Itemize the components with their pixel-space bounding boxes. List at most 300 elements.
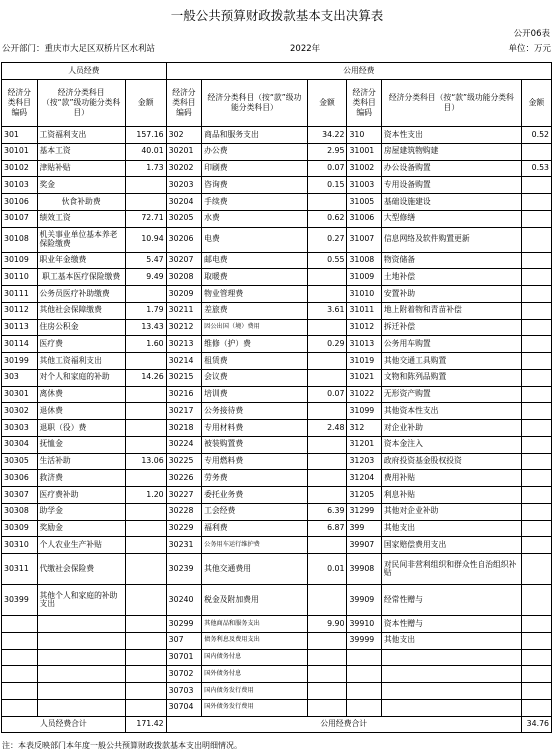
code-cell: 30226 <box>166 470 202 487</box>
name-cell: 物资储备 <box>381 252 521 269</box>
amount-cell <box>125 470 166 487</box>
table-row <box>2 453 552 470</box>
code-cell: 30107 <box>2 210 38 227</box>
amount-cell <box>521 632 551 649</box>
amount-cell <box>521 585 551 616</box>
table-row <box>2 386 552 403</box>
code-cell: 31012 <box>347 319 381 336</box>
name-cell: 公务员医疗补助缴费 <box>37 286 125 303</box>
amount-cell <box>125 537 166 554</box>
amount-cell: 9.49 <box>125 269 166 286</box>
code-cell: 30211 <box>166 302 202 319</box>
personnel-total-value: 171.42 <box>125 716 166 732</box>
amount-cell: 40.01 <box>125 143 166 160</box>
code-cell: 301 <box>2 127 38 144</box>
table-row <box>2 699 552 716</box>
code-cell <box>2 616 38 633</box>
code-cell: 30218 <box>166 420 202 437</box>
code-cell: 30213 <box>166 336 202 353</box>
name-cell: 其他工资福利支出 <box>37 353 125 370</box>
name-cell: 信息网络及软件购置更新 <box>381 227 521 252</box>
name-cell: 经常性赠与 <box>381 585 521 616</box>
amount-cell: 1.20 <box>125 487 166 504</box>
code-cell: 30106 <box>2 194 38 211</box>
code-cell: 31022 <box>347 386 381 403</box>
amount-cell <box>307 666 347 683</box>
personnel-total-label: 人员经费合计 <box>2 716 126 732</box>
code-cell <box>2 683 38 700</box>
footnote: 注：本表反映部门本年度一般公共预算财政拨款基本支出明细情况。 <box>2 741 242 750</box>
name-cell <box>37 666 125 683</box>
code-cell: 399 <box>347 520 381 537</box>
table-row <box>2 143 552 160</box>
code-cell: 30307 <box>2 487 38 504</box>
code-cell: 31013 <box>347 336 381 353</box>
amount-cell <box>521 286 551 303</box>
amount-cell <box>307 369 347 386</box>
amount-cell <box>307 470 347 487</box>
header-code: 经济分类科目编码 <box>2 80 38 127</box>
code-cell: 302 <box>166 127 202 144</box>
amount-cell: 14.26 <box>125 369 166 386</box>
amount-cell <box>307 286 347 303</box>
code-cell <box>2 649 38 666</box>
amount-cell <box>521 420 551 437</box>
unit-label: 单位：万元 <box>508 44 551 54</box>
name-cell: 资本金注入 <box>381 436 521 453</box>
name-cell: 差旅费 <box>202 302 307 319</box>
name-cell: 救济费 <box>37 470 125 487</box>
amount-cell: 1.79 <box>125 302 166 319</box>
code-cell: 31201 <box>347 436 381 453</box>
code-cell: 31007 <box>347 227 381 252</box>
amount-cell <box>125 666 166 683</box>
amount-cell <box>125 520 166 537</box>
name-cell: 退职（役）费 <box>37 420 125 437</box>
table-row <box>2 177 552 194</box>
amount-cell <box>125 194 166 211</box>
code-cell: 30214 <box>166 353 202 370</box>
code-cell <box>2 699 38 716</box>
amount-cell <box>125 585 166 616</box>
code-cell: 30109 <box>2 252 38 269</box>
code-cell: 31011 <box>347 302 381 319</box>
code-cell: 30399 <box>2 585 38 616</box>
amount-cell <box>125 353 166 370</box>
name-cell: 工资福利支出 <box>37 127 125 144</box>
code-cell: 30216 <box>166 386 202 403</box>
name-cell: 国外债务付息 <box>202 666 307 683</box>
table-row <box>2 302 552 319</box>
name-cell: 商品和服务支出 <box>202 127 307 144</box>
name-cell: 土地补偿 <box>381 269 521 286</box>
amount-cell <box>521 503 551 520</box>
amount-cell <box>307 632 347 649</box>
name-cell <box>381 649 521 666</box>
table-row <box>2 420 552 437</box>
name-cell <box>381 699 521 716</box>
name-cell <box>381 666 521 683</box>
amount-cell <box>521 269 551 286</box>
year-label: 2022年 <box>290 44 321 54</box>
code-cell: 30305 <box>2 453 38 470</box>
name-cell: 公务用车购置 <box>381 336 521 353</box>
amount-cell: 13.06 <box>125 453 166 470</box>
table-row <box>2 487 552 504</box>
code-cell: 312 <box>347 420 381 437</box>
name-cell: 培训费 <box>202 386 307 403</box>
name-cell: 专用材料费 <box>202 420 307 437</box>
name-cell: 伙食补助费 <box>37 194 125 211</box>
name-cell <box>37 616 125 633</box>
code-cell: 31005 <box>347 194 381 211</box>
name-cell: 其他个人和家庭的补助支出 <box>37 585 125 616</box>
table-row <box>2 520 552 537</box>
code-cell: 31019 <box>347 353 381 370</box>
amount-cell <box>307 353 347 370</box>
code-cell: 30308 <box>2 503 38 520</box>
name-cell: 其他交通费用 <box>202 554 307 585</box>
table-row <box>2 436 552 453</box>
amount-cell <box>521 453 551 470</box>
name-cell: 其他商品和服务支出 <box>202 616 307 633</box>
amount-cell: 6.39 <box>307 503 347 520</box>
amount-cell <box>125 699 166 716</box>
code-cell: 30239 <box>166 554 202 585</box>
name-cell: 职工基本医疗保险缴费 <box>37 269 125 286</box>
code-cell: 30199 <box>2 353 38 370</box>
table-row <box>2 470 552 487</box>
amount-cell <box>521 319 551 336</box>
amount-cell <box>521 470 551 487</box>
code-cell: 30212 <box>166 319 202 336</box>
name-cell: 津贴补贴 <box>37 160 125 177</box>
code-cell: 31008 <box>347 252 381 269</box>
code-cell: 30112 <box>2 302 38 319</box>
amount-cell: 3.61 <box>307 302 347 319</box>
name-cell: 办公设备购置 <box>381 160 521 177</box>
code-cell: 39908 <box>347 554 381 585</box>
amount-cell: 10.94 <box>125 227 166 252</box>
code-cell: 30228 <box>166 503 202 520</box>
table-row <box>2 336 552 353</box>
name-cell: 手续费 <box>202 194 307 211</box>
public-total-value: 34.76 <box>521 716 551 732</box>
amount-cell <box>521 649 551 666</box>
name-cell: 费用补贴 <box>381 470 521 487</box>
table-row <box>2 353 552 370</box>
code-cell: 30701 <box>166 649 202 666</box>
amount-cell: 157.16 <box>125 127 166 144</box>
name-cell: 医疗费补助 <box>37 487 125 504</box>
code-cell: 39999 <box>347 632 381 649</box>
name-cell: 其他对企业补助 <box>381 503 521 520</box>
amount-cell: 0.01 <box>307 554 347 585</box>
name-cell: 公务接待费 <box>202 403 307 420</box>
code-cell: 31006 <box>347 210 381 227</box>
amount-cell <box>521 353 551 370</box>
name-cell: 资本性赠与 <box>381 616 521 633</box>
name-cell: 邮电费 <box>202 252 307 269</box>
code-cell: 30303 <box>2 420 38 437</box>
amount-cell <box>521 487 551 504</box>
code-cell: 30204 <box>166 194 202 211</box>
table-row <box>2 160 552 177</box>
name-cell: 其他支出 <box>381 632 521 649</box>
name-cell: 职业年金缴费 <box>37 252 125 269</box>
name-cell: 个人农业生产补贴 <box>37 537 125 554</box>
amount-cell: 34.22 <box>307 127 347 144</box>
report-title: 一般公共预算财政拨款基本支出决算表 <box>170 8 384 23</box>
name-cell: 电费 <box>202 227 307 252</box>
code-cell <box>347 699 381 716</box>
amount-cell <box>125 683 166 700</box>
code-cell <box>347 683 381 700</box>
code-cell: 30201 <box>166 143 202 160</box>
amount-cell: 1.73 <box>125 160 166 177</box>
table-row <box>2 403 552 420</box>
name-cell: 咨询费 <box>202 177 307 194</box>
code-cell: 30309 <box>2 520 38 537</box>
name-cell <box>37 683 125 700</box>
amount-cell <box>125 177 166 194</box>
name-cell: 债务利息及费用支出 <box>202 632 307 649</box>
name-cell: 国家赔偿费用支出 <box>381 537 521 554</box>
code-cell: 30114 <box>2 336 38 353</box>
name-cell: 物业管理费 <box>202 286 307 303</box>
name-cell: 抚恤金 <box>37 436 125 453</box>
name-cell: 大型修缮 <box>381 210 521 227</box>
table-row <box>2 227 552 252</box>
name-cell: 被装购置费 <box>202 436 307 453</box>
name-cell: 文物和陈列品购置 <box>381 369 521 386</box>
amount-cell <box>521 227 551 252</box>
amount-cell <box>307 453 347 470</box>
amount-cell <box>521 386 551 403</box>
code-cell: 31021 <box>347 369 381 386</box>
table-row <box>2 269 552 286</box>
amount-cell <box>307 319 347 336</box>
table-row <box>2 286 552 303</box>
header-name: 经济分类科目（按“款”级功能分类科目） <box>37 80 125 127</box>
header-amount: 金额 <box>125 80 166 127</box>
amount-cell: 5.47 <box>125 252 166 269</box>
code-cell: 31003 <box>347 177 381 194</box>
section-public: 公用经费 <box>166 63 551 80</box>
section-personnel: 人员经费 <box>2 63 167 80</box>
amount-cell <box>521 537 551 554</box>
name-cell: 其他支出 <box>381 520 521 537</box>
amount-cell: 1.60 <box>125 336 166 353</box>
code-cell: 31010 <box>347 286 381 303</box>
table-row <box>2 194 552 211</box>
amount-cell <box>521 554 551 585</box>
name-cell <box>37 649 125 666</box>
amount-cell <box>521 194 551 211</box>
code-cell: 30102 <box>2 160 38 177</box>
code-cell: 30110 <box>2 269 38 286</box>
table-row <box>2 666 552 683</box>
table-row <box>2 585 552 616</box>
amount-cell: 0.07 <box>307 386 347 403</box>
name-cell: 会议费 <box>202 369 307 386</box>
totals-row <box>2 716 552 732</box>
amount-cell <box>521 210 551 227</box>
name-cell: 奖金 <box>37 177 125 194</box>
code-cell: 31299 <box>347 503 381 520</box>
code-cell: 30103 <box>2 177 38 194</box>
amount-cell <box>521 302 551 319</box>
amount-cell: 72.71 <box>125 210 166 227</box>
table-row <box>2 537 552 554</box>
amount-cell <box>307 194 347 211</box>
amount-cell <box>521 143 551 160</box>
name-cell: 维修（护）费 <box>202 336 307 353</box>
code-cell: 30227 <box>166 487 202 504</box>
name-cell: 助学金 <box>37 503 125 520</box>
amount-cell <box>307 537 347 554</box>
code-cell: 307 <box>166 632 202 649</box>
amount-cell <box>521 336 551 353</box>
amount-cell <box>521 699 551 716</box>
form-number: 公开06表 <box>513 29 550 39</box>
amount-cell <box>521 436 551 453</box>
table-row <box>2 252 552 269</box>
amount-cell <box>521 252 551 269</box>
name-cell: 对民间非营利组织和群众性自治组织补贴 <box>381 554 521 585</box>
amount-cell: 2.48 <box>307 420 347 437</box>
code-cell: 30203 <box>166 177 202 194</box>
code-cell: 30206 <box>166 227 202 252</box>
code-cell: 30311 <box>2 554 38 585</box>
code-cell: 30299 <box>166 616 202 633</box>
code-cell: 30229 <box>166 520 202 537</box>
code-cell <box>347 666 381 683</box>
name-cell: 资本性支出 <box>381 127 521 144</box>
amount-cell <box>125 616 166 633</box>
name-cell: 专用燃料费 <box>202 453 307 470</box>
amount-cell <box>521 683 551 700</box>
name-cell: 税金及附加费用 <box>202 585 307 616</box>
expenditure-table <box>1 62 552 733</box>
code-cell: 30205 <box>166 210 202 227</box>
amount-cell <box>125 386 166 403</box>
report-meta <box>0 42 554 54</box>
code-cell: 31009 <box>347 269 381 286</box>
code-cell: 31001 <box>347 143 381 160</box>
amount-cell: 0.62 <box>307 210 347 227</box>
code-cell: 30704 <box>166 699 202 716</box>
amount-cell <box>125 436 166 453</box>
amount-cell <box>307 699 347 716</box>
code-cell: 31203 <box>347 453 381 470</box>
amount-cell <box>307 649 347 666</box>
name-cell: 委托业务费 <box>202 487 307 504</box>
name-cell: 生活补助 <box>37 453 125 470</box>
name-cell <box>37 699 125 716</box>
amount-cell <box>125 286 166 303</box>
table-row <box>2 616 552 633</box>
name-cell: 其他社会保障缴费 <box>37 302 125 319</box>
code-cell: 31205 <box>347 487 381 504</box>
name-cell: 租赁费 <box>202 353 307 370</box>
table-row <box>2 632 552 649</box>
name-cell: 住房公积金 <box>37 319 125 336</box>
amount-cell <box>125 554 166 585</box>
name-cell: 印刷费 <box>202 160 307 177</box>
code-cell: 30209 <box>166 286 202 303</box>
name-cell: 地上附着物和青苗补偿 <box>381 302 521 319</box>
name-cell: 离休费 <box>37 386 125 403</box>
code-cell: 30304 <box>2 436 38 453</box>
amount-cell <box>307 585 347 616</box>
amount-cell <box>125 503 166 520</box>
name-cell: 国内债务付息 <box>202 649 307 666</box>
table-row <box>2 127 552 144</box>
name-cell: 公务用车运行维护费 <box>202 537 307 554</box>
name-cell: 基本工资 <box>37 143 125 160</box>
amount-cell: 6.87 <box>307 520 347 537</box>
code-cell: 310 <box>347 127 381 144</box>
code-cell: 30108 <box>2 227 38 252</box>
amount-cell <box>521 177 551 194</box>
name-cell: 福利费 <box>202 520 307 537</box>
table-row <box>2 683 552 700</box>
name-cell: 绩效工资 <box>37 210 125 227</box>
code-cell: 30310 <box>2 537 38 554</box>
name-cell: 对个人和家庭的补助 <box>37 369 125 386</box>
header-name-2: 经济分类科目（按“款”级功能分类科目） <box>202 80 307 127</box>
name-cell <box>381 683 521 700</box>
name-cell: 取暖费 <box>202 269 307 286</box>
name-cell: 劳务费 <box>202 470 307 487</box>
name-cell: 拆迁补偿 <box>381 319 521 336</box>
code-cell: 30702 <box>166 666 202 683</box>
public-total-label: 公用经费合计 <box>166 716 521 732</box>
amount-cell <box>521 403 551 420</box>
code-cell <box>2 666 38 683</box>
amount-cell <box>125 649 166 666</box>
code-cell: 30224 <box>166 436 202 453</box>
code-cell: 30217 <box>166 403 202 420</box>
code-cell: 30301 <box>2 386 38 403</box>
code-cell: 30215 <box>166 369 202 386</box>
code-cell: 30202 <box>166 160 202 177</box>
amount-cell <box>307 403 347 420</box>
table-row <box>2 503 552 520</box>
name-cell: 代缴社会保险费 <box>37 554 125 585</box>
code-cell: 30111 <box>2 286 38 303</box>
amount-cell: 0.27 <box>307 227 347 252</box>
name-cell: 安置补助 <box>381 286 521 303</box>
amount-cell <box>125 420 166 437</box>
amount-cell <box>307 436 347 453</box>
code-cell <box>2 632 38 649</box>
code-cell: 30703 <box>166 683 202 700</box>
amount-cell <box>125 632 166 649</box>
name-cell: 利息补贴 <box>381 487 521 504</box>
code-cell: 39909 <box>347 585 381 616</box>
amount-cell <box>521 666 551 683</box>
header-amount-2: 金额 <box>307 80 347 127</box>
name-cell: 国外债务发行费用 <box>202 699 307 716</box>
header-code-2: 经济分类科目编码 <box>166 80 202 127</box>
header-code-3: 经济分类科目编码 <box>347 80 381 127</box>
header-amount-3: 金额 <box>521 80 551 127</box>
name-cell: 无形资产购置 <box>381 386 521 403</box>
amount-cell: 0.15 <box>307 177 347 194</box>
amount-cell: 0.07 <box>307 160 347 177</box>
